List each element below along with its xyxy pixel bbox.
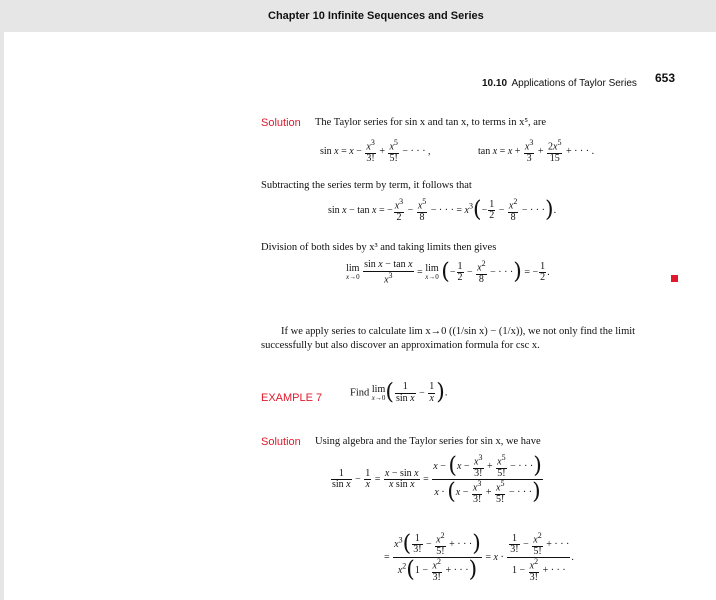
textbook-page xyxy=(4,32,716,600)
solution2-label: Solution xyxy=(261,436,301,448)
chapter-title-bar xyxy=(0,0,716,32)
intro-paragraph: If we apply series to calculate lim x→0 ((1/sin x) − (1/x)), we not only find the limit successfully but also discover an approximation formula for csc x. xyxy=(261,326,636,351)
solution2-intro: Using algebra and the Taylor series for sin x, we have xyxy=(315,436,541,447)
limit-equation: lim x→0 $\frac{\text{sin x − tan x}}{x^3}$ = lim x→0 (− $\frac{1}{2}$ − $\frac{x^2}{8}$ − · · ·) = − $\frac{1}{2}$ . xyxy=(346,259,550,285)
running-header xyxy=(482,73,637,91)
sin-series-equation: sin x = x − $\frac{x^3}{3!}$ + $\frac{x^5}{5!}$ − · · · , xyxy=(320,138,431,164)
section-label: 10.10 xyxy=(482,78,508,89)
example-statement: Find lim x→0 ( $\frac{1}{\text{sin x}}$ − $\frac{1}{x}$ ). xyxy=(350,380,448,405)
chapter-title: Chapter 10 Infinite Sequences and Series xyxy=(268,10,484,22)
section-title: Applications of Taylor Series xyxy=(511,78,637,89)
subtracting-text: Subtracting the series term by term, it follows that xyxy=(261,180,472,191)
subtraction-equation: sin x − tan x = − $\frac{x^3}{2}$ − $\frac{x^5}{8}$ − · · · = $x^3(-$ $\frac{1}{2}$ − $\frac{x^2}{8}$ − · · ·). xyxy=(328,197,557,223)
page-number: 653 xyxy=(655,71,676,85)
find-text: Find xyxy=(350,387,370,399)
division-text: Division of both sides by x³ and taking limits then gives xyxy=(261,242,497,253)
derivation-step-2: = $x^3$( $\frac{1}{3!}$ − $\frac{x^2}{5!}$ + · · ·) $x^2(1$ − $\frac{x^2}{3!}$ + · · ·) = x · $\frac{1}{3!}$ − $\frac{x^2}{5!}$ + · · · 1 − $\frac{x^2}{3!}$ + · · · . xyxy=(384,531,574,584)
tan-series-equation: tan x = x + $\frac{x^3}{3}$ + $\frac{2x^5}{15}$ + · · · . xyxy=(478,138,595,164)
example-label: EXAMPLE 7 xyxy=(261,392,323,404)
solution-intro: The Taylor series for sin x and tan x, to terms in x⁵, are xyxy=(315,117,547,128)
derivation-step-1: $\frac{1}{\text{sin x}}$ − $\frac{1}{x}$ = $\frac{\text{x − sin x}}{\text{x sin x}}$ = x − (x − $\frac{x^3}{3!}$ + $\frac{x^5}{5!}$ − · · ·) x · (x − $\frac{x^3}{3!}$ + $\frac{x^5}{5!}$ − · · ·) xyxy=(332,453,542,506)
end-of-solution-square-icon xyxy=(671,275,678,282)
solution-label: Solution xyxy=(261,117,301,129)
